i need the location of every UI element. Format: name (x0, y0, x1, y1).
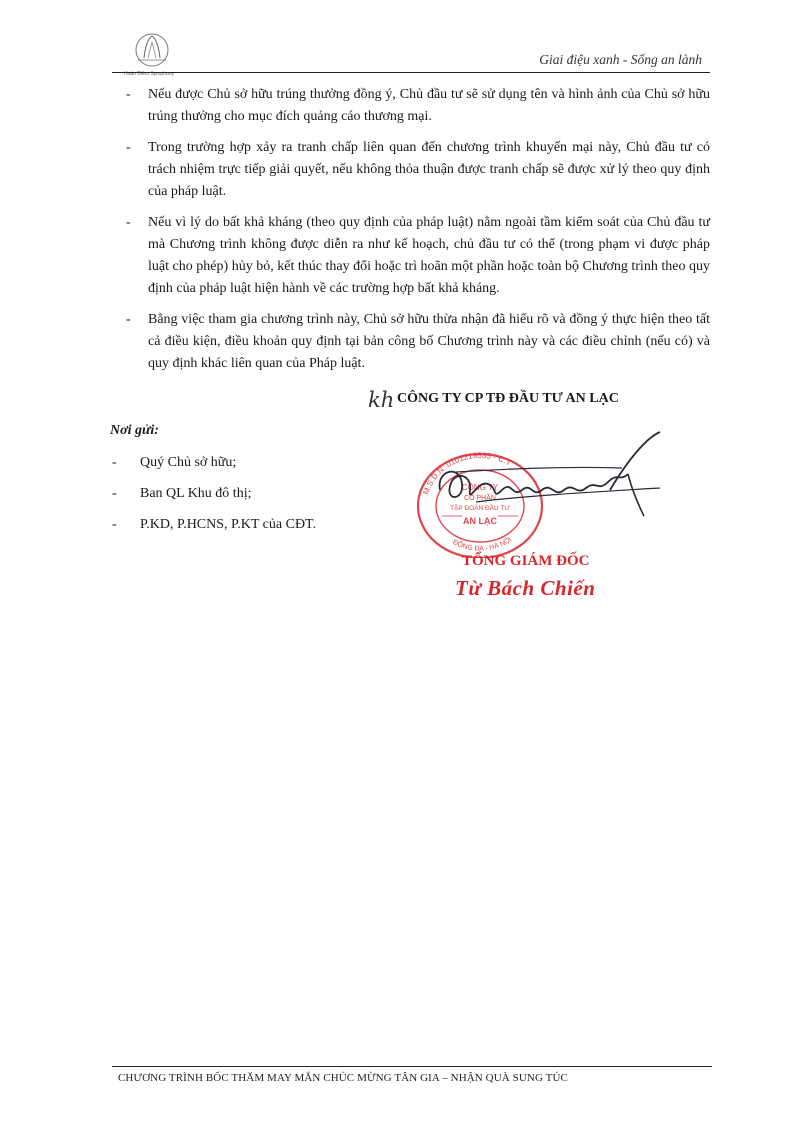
bullet-dash: - (112, 486, 117, 501)
footer-divider (112, 1066, 712, 1067)
terms-item (118, 137, 710, 203)
seal-text-4: AN LẠC (463, 516, 497, 526)
terms-item (118, 84, 710, 128)
bullet-dash: - (126, 140, 131, 155)
handwritten-signature (432, 430, 672, 530)
handwritten-initials: kh (368, 388, 395, 412)
seal-text-2: CỔ PHẦN (464, 495, 496, 502)
terms-item-text: Trong trường hợp xảy ra tranh chấp liên quan đến chương trình khuyến mại này, Chủ đầu tư có trách nhiệm trực tiếp giải quyết, nếu không thỏa thuận được tranh chấp sẽ được xử lý theo quy định của pháp luật. (148, 140, 710, 199)
logo-text: Hoàn Diêm Symphony (124, 71, 175, 77)
bullet-dash: - (126, 312, 131, 327)
bullet-dash: - (126, 87, 131, 102)
seal-text-1: CÔNG TY (461, 483, 499, 492)
header-divider (112, 72, 710, 73)
bullet-dash: - (126, 215, 131, 230)
company-logo (124, 28, 180, 78)
footer-text: CHƯƠNG TRÌNH BỐC THĂM MAY MẮN CHÚC MỪNG TÂN GIA – NHẬN QUÀ SUNG TÚC (118, 1072, 568, 1084)
recipient-text: Ban QL Khu đô thị; (140, 486, 252, 501)
recipient-item (110, 447, 316, 478)
terms-item-text: Nếu được Chủ sở hữu trúng thưởng đồng ý, Chủ đầu tư sẽ sử dụng tên và hình ảnh của Chủ sở hữu trúng thưởng cho mục đích quảng cáo thương mại. (148, 87, 710, 124)
terms-item-text: Bằng việc tham gia chương trình này, Chủ sở hữu thừa nhận đã hiểu rõ và đồng ý thực hiện theo tất cả điều kiện, điều khoản quy định tại bản công bố Chương trình này và các điều chỉnh (nếu có) và quy định khác liên quan của Pháp luật. (148, 312, 710, 371)
recipient-item (110, 478, 316, 509)
recipient-text: P.KD, P.HCNS, P.KT của CĐT. (140, 517, 317, 532)
terms-item (118, 309, 710, 375)
recipient-item (110, 509, 316, 540)
signer-title: TỔNG GIÁM ĐỐC (462, 553, 590, 569)
seal-text-bottom: ĐỐNG ĐA - HÀ NỘI (451, 536, 514, 553)
recipient-text: Quý Chủ sở hữu; (140, 455, 237, 470)
seal-text-3: TẬP ĐOÀN ĐẦU TƯ (450, 505, 510, 512)
seal-text-outer: M.S.D.N: 0101219535 - C.T (421, 450, 513, 496)
header-tagline: Giai điệu xanh - Sống an lành (539, 52, 702, 67)
company-name: CÔNG TY CP TĐ ĐẦU TƯ AN LẠC (397, 391, 619, 406)
bullet-dash: - (112, 455, 117, 470)
terms-item (118, 212, 710, 300)
recipients-heading: Nơi gửi: (110, 423, 159, 438)
terms-list (118, 84, 710, 384)
recipients-list (110, 447, 316, 540)
bullet-dash: - (112, 517, 117, 532)
terms-item-text: Nếu vì lý do bất khả kháng (theo quy định của pháp luật) nằm ngoài tầm kiểm soát của Chủ đầu tư mà Chương trình không được diễn ra như kế hoạch, chủ đầu tư có thể (trong phạm vi được pháp luật cho phép) hủy bỏ, kết thúc thay đổi hoặc trì hoãn một phần hoặc toàn bộ Chương trình theo quy định của pháp luật hiện hành về các trường hợp bất khả kháng. (148, 215, 710, 296)
signer-name: Từ Bách Chiến (455, 576, 596, 600)
